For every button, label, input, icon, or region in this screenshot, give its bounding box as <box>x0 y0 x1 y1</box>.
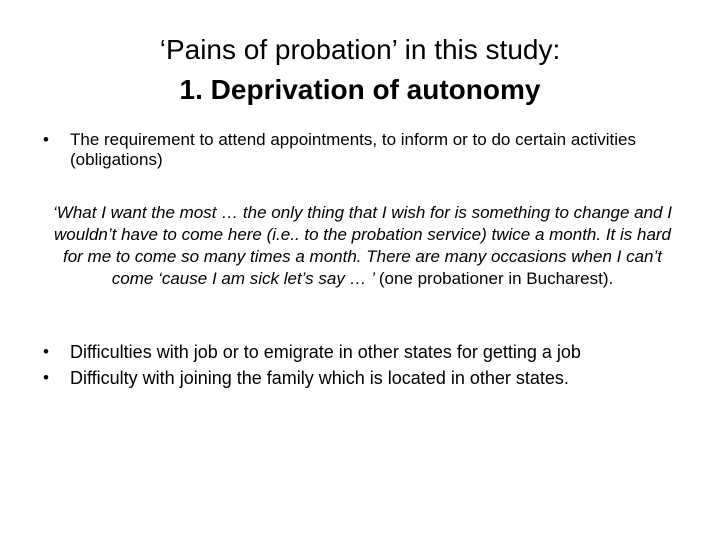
bullet-icon: • <box>43 368 49 387</box>
quote-text: ‘What I want the most … the only thing that I wish for is something to change and I wouldn’t have to come here (i.e.. to the probation service) twice a month. It is hard for me to come so many times a month. There are many occasions when I can’t come ‘cause I am sick let’s say … ’ <box>53 203 672 288</box>
bullet-job-difficulties <box>36 341 686 363</box>
bullet-text: Difficulty with joining the family which is located in other states. <box>70 368 569 388</box>
quote-attribution: (one probationer in Bucharest). <box>378 269 614 288</box>
title-line-1: ‘Pains of probation’ in this study: <box>159 34 561 65</box>
bullet-obligations <box>36 130 686 170</box>
bullet-icon: • <box>43 130 49 149</box>
bullet-icon: • <box>43 342 49 361</box>
bullet-text: Difficulties with job or to emigrate in other states for getting a job <box>70 342 581 362</box>
title-line-2: 1. Deprivation of autonomy <box>179 74 541 105</box>
bullet-text: The requirement to attend appointments, to inform or to do certain activities (obligations) <box>70 130 637 169</box>
slide-title <box>40 30 680 110</box>
bullet-family-difficulty <box>36 367 686 389</box>
probationer-quote <box>50 202 675 290</box>
